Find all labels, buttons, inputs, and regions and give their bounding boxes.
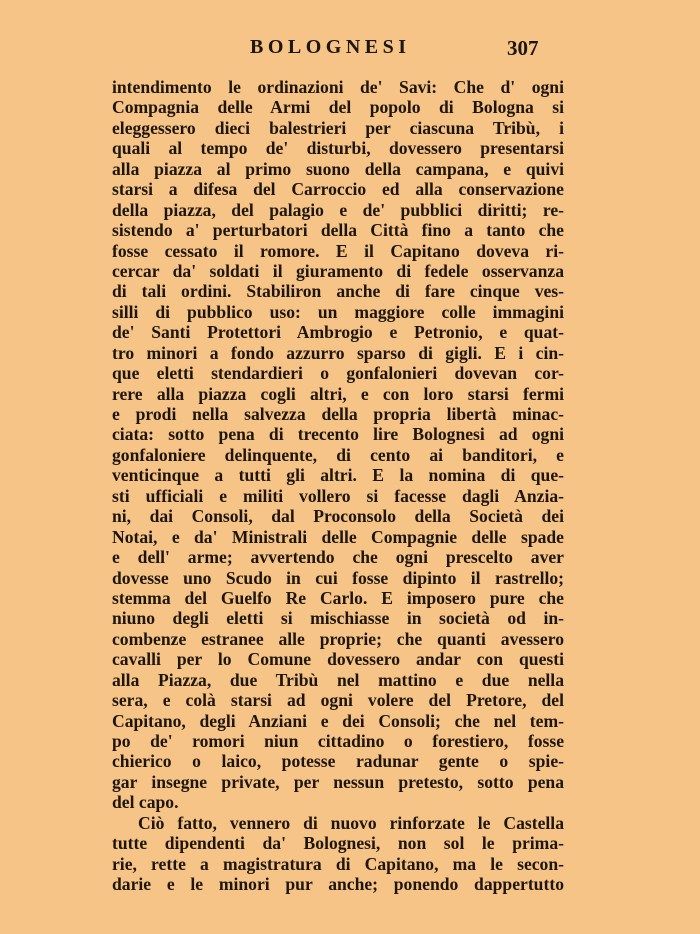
text-line: po de' romori niun cittadino o forestiero, fosse (112, 731, 564, 751)
text-line: chierico o laico, potesse radunar gente o spie- (112, 751, 564, 772)
text-line: intendimento le ordinazioni de' Savi: Che d' ogni (112, 77, 564, 97)
text-line: alla Piazza, due Tribù nel mattino e due nella (112, 669, 564, 690)
text-line: Ciò fatto, vennero di nuovo rinforzate le Castella (138, 812, 564, 833)
text-line: rere alla piazza cogli altri, e con loro starsi fermi (112, 383, 564, 404)
text-line: fosse cessato il romore. E il Capitano doveva ri- (112, 240, 564, 261)
text-line: silli di pubblico uso: un maggiore colle immagini (112, 301, 564, 322)
text-line: tro minori a fondo azzurro sparso di gigli. E i cin- (112, 342, 564, 363)
text-line: niuno degli eletti si mischiasse in società od in- (112, 608, 564, 629)
text-line: tutte dipendenti da' Bolognesi, non sol le prima- (112, 833, 564, 854)
text-line: que eletti stendardieri o gonfalonieri dovevan cor- (112, 363, 564, 384)
text-line: gar insegne private, per nessun pretesto, sotto pena (112, 771, 564, 792)
page-number: 307 (507, 36, 539, 60)
text-line: cercar da' soldati il giuramento di fedele osservanza (112, 260, 564, 281)
text-line: sti ufficiali e militi vollero si facesse dagli Anzia- (112, 485, 564, 506)
text-line: gonfaloniere delinquente, di cento ai banditori, e (112, 444, 564, 465)
text-line: cavalli per lo Comune dovessero andar con questi (112, 649, 564, 670)
running-head: BOLOGNESI (250, 36, 411, 58)
text-line: combenze estranee alle proprie; che quanti avessero (112, 628, 564, 649)
text-line: e prodi nella salvezza della propria libertà minac- (112, 404, 564, 424)
text-line: sera, e colà starsi ad ogni volere del Pretore, del (112, 690, 564, 711)
text-line: stemma del Guelfo Re Carlo. E imposero pure che (112, 587, 564, 608)
text-line: ciata: sotto pena di trecento lire Bolognesi ad ogni (112, 424, 564, 445)
text-line: Notai, e da' Ministrali delle Compagnie delle spade (112, 526, 564, 547)
text-line: del capo. (112, 792, 179, 813)
text-line: starsi a difesa del Carroccio ed alla conservazione (112, 179, 564, 200)
text-line: della piazza, del palagio e de' pubblici diritti; re- (112, 199, 564, 220)
text-line: Compagnia delle Armi del popolo di Bologna si (112, 97, 564, 118)
text-line: sistendo a' perturbatori della Città fino a tanto che (112, 220, 564, 241)
text-line: di tali ordini. Stabiliron anche di fare cinque ves- (112, 281, 564, 302)
text-line: ni, dai Consoli, dal Proconsolo della Società dei (112, 506, 564, 527)
text-line: venticinque a tutti gli altri. E la nomina di que- (112, 465, 564, 486)
text-line: de' Santi Protettori Ambrogio e Petronio, e quat- (112, 322, 564, 343)
text-line: e dell' arme; avvertendo che ogni prescelto aver (112, 547, 564, 568)
text-line: rie, rette a magistratura di Capitano, ma le secon- (112, 853, 564, 874)
text-line: alla piazza al primo suono della campana, e quivi (112, 158, 564, 179)
body-text (112, 77, 564, 895)
text-line: dovesse uno Scudo in cui fosse dipinto il rastrello; (112, 567, 564, 588)
text-line: quali al tempo de' disturbi, dovessero presentarsi (112, 138, 564, 159)
text-line: Capitano, degli Anziani e dei Consoli; che nel tem- (112, 710, 564, 731)
text-line: darie e le minori pur anche; ponendo dappertutto (112, 874, 564, 895)
text-line: eleggessero dieci balestrieri per ciascuna Tribù, i (112, 117, 564, 138)
